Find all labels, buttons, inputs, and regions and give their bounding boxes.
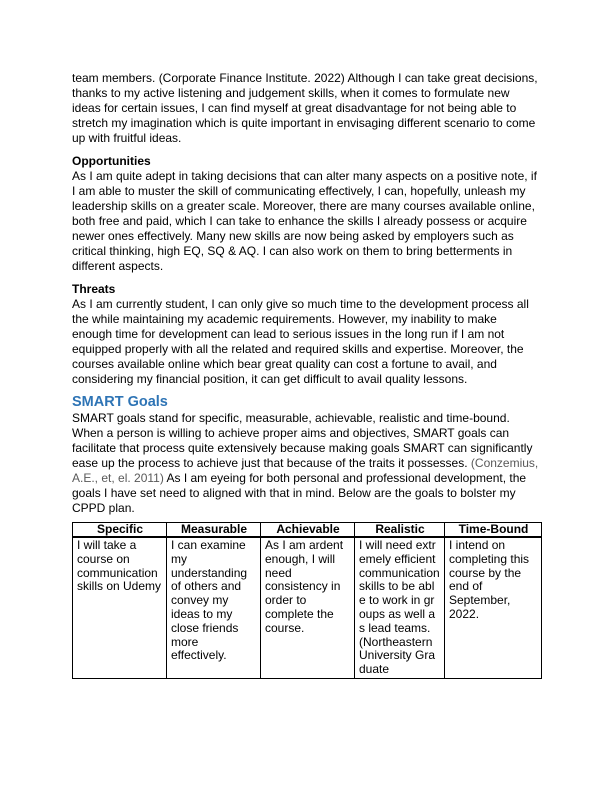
- smart-goals-heading: SMART Goals: [72, 394, 168, 410]
- document-page: [72, 71, 540, 679]
- cell-specific: I will take a course on communication skills on Udemy: [73, 537, 167, 678]
- header-measurable: Measurable: [167, 523, 261, 538]
- table-header-row: [73, 523, 542, 538]
- cell-achievable: As I am ardent enough, I will need consistency in order to complete the course.: [261, 537, 355, 678]
- smart-goals-table: [72, 522, 542, 679]
- cell-realistic: I will need extremely efficient communication skills to be able to work in groups as well as lead teams. (Northeastern University Graduate: [355, 537, 445, 678]
- header-specific: Specific: [73, 523, 167, 538]
- cell-measurable: I can examine my understanding of others and convey my ideas to my close friends more effectively.: [167, 537, 261, 678]
- header-realistic: Realistic: [355, 523, 445, 538]
- threats-heading: Threats: [72, 282, 116, 296]
- smart-text-before: SMART goals stand for specific, measurable, achievable, realistic and time-bound. When a person is willing to achieve proper aims and objectives, SMART goals can facilitate that process quite extensively because making goals SMART can significantly ease up the process to achieve just that because of the traits it possesses.: [72, 411, 533, 470]
- opportunities-paragraph: As I am quite adept in taking decisions that can alter many aspects on a positive note, if I am able to muster the skill of communicating effectively, I can, hopefully, unleash my leadership skills on a greater scale. Moreover, there are many courses available online, both free and paid, which I can take to enhance the skills I already possess or acquire newer ones effectively. Many new skills are now being asked by employers such as critical thinking, high EQ, SQ & AQ. I can also work on them to bring betterments in different aspects.: [72, 169, 537, 273]
- table-row: [73, 537, 542, 678]
- smart-text-after: As I am eyeing for both personal and professional development, the goals I have set need to aligned with that in mind. Below are the goals to bolster my CPPD plan.: [72, 471, 527, 515]
- header-time-bound: Time-Bound: [445, 523, 542, 538]
- intro-paragraph: team members. (Corporate Finance Institute. 2022) Although I can take great decisions, thanks to my active listening and judgement skills, when it comes to formulate new ideas for certain issues, I can find myself at great disadvantage for not being able to stretch my imagination which is quite important in envisaging different scenario to come up with fruitful ideas.: [72, 71, 538, 145]
- threats-paragraph: As I am currently student, I can only give so much time to the development process all the while maintaining my academic requirements. However, my inability to make enough time for development can lead to serious issues in the long run if I am not equipped properly with all the related and required skills and expertise. Moreover, the courses available online which bear great quality can cost a fortune to avail, and considering my financial position, it can get difficult to avail quality lessons.: [72, 297, 529, 386]
- opportunities-heading: Opportunities: [72, 154, 151, 168]
- smart-goals-paragraph: [72, 411, 540, 516]
- smart-citation: (Conzemius, A.E., et, el. 2011): [72, 456, 539, 485]
- cell-time-bound: I intend on completing this course by the end of September, 2022.: [445, 537, 542, 678]
- header-achievable: Achievable: [261, 523, 355, 538]
